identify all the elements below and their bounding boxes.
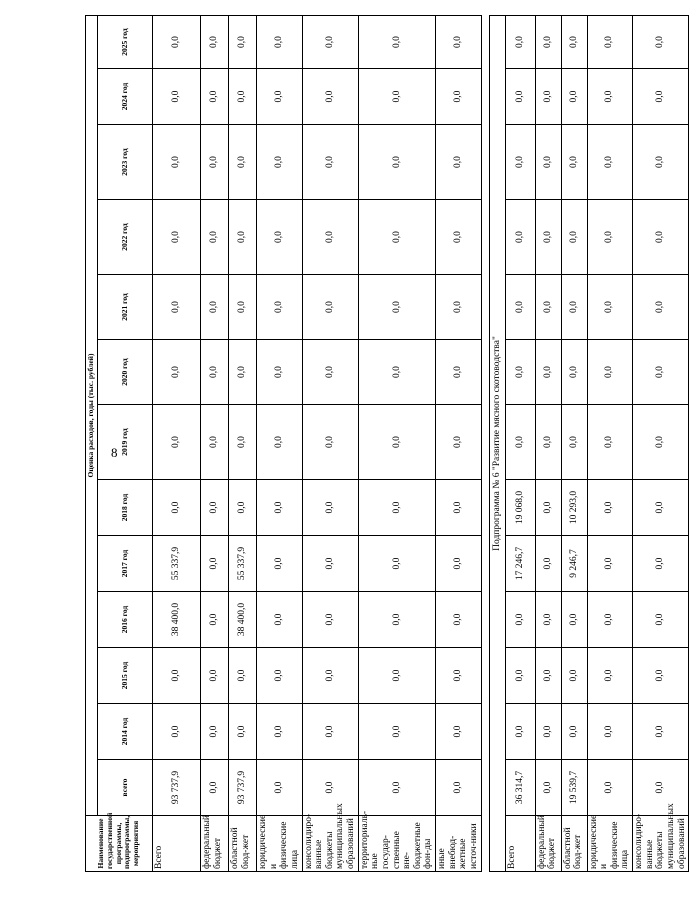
- year-header-5: 2018 год: [98, 480, 153, 536]
- value-cell: 0,0: [201, 340, 229, 405]
- year-header-0: всего: [98, 760, 153, 816]
- value-cell: 0,0: [229, 125, 257, 200]
- value-cell: 38 400,0: [229, 592, 257, 648]
- value-cell: 0,0: [436, 704, 482, 760]
- value-cell: 0,0: [535, 200, 561, 275]
- year-header-3: 2016 год: [98, 592, 153, 648]
- value-cell: 0,0: [358, 340, 435, 405]
- value-cell: 55 337,9: [229, 536, 257, 592]
- value-cell: 0,0: [201, 704, 229, 760]
- value-cell: 0,0: [257, 648, 303, 704]
- table-row: [153, 16, 201, 872]
- value-cell: 0,0: [561, 340, 587, 405]
- row-label: консолидиро-ванные бюджеты муниципальных образований: [302, 816, 358, 872]
- value-cell: 0,0: [153, 704, 201, 760]
- table-row: [535, 16, 561, 872]
- value-cell: 0,0: [302, 536, 358, 592]
- value-cell: 0,0: [587, 405, 633, 480]
- value-cell: 0,0: [561, 275, 587, 340]
- value-cell: 0,0: [302, 405, 358, 480]
- table-row: [229, 16, 257, 872]
- value-cell: 0,0: [561, 704, 587, 760]
- rotated-table-wrapper: [85, 16, 687, 872]
- value-cell: 0,0: [535, 704, 561, 760]
- value-cell: 0,0: [505, 340, 535, 405]
- value-cell: 9 246,7: [561, 536, 587, 592]
- value-cell: 0,0: [505, 16, 535, 69]
- value-cell: 0,0: [633, 125, 689, 200]
- value-cell: 0,0: [358, 69, 435, 125]
- value-cell: 0,0: [257, 69, 303, 125]
- row-label: иные внебюд-жетные источ-ники: [436, 816, 482, 872]
- value-cell: 0,0: [505, 592, 535, 648]
- value-cell: 0,0: [535, 592, 561, 648]
- value-cell: 0,0: [436, 480, 482, 536]
- value-cell: 0,0: [535, 16, 561, 69]
- year-header-4: 2017 год: [98, 536, 153, 592]
- value-cell: 0,0: [201, 760, 229, 816]
- value-cell: 0,0: [358, 125, 435, 200]
- year-header-6: 2019 год: [98, 405, 153, 480]
- value-cell: 0,0: [153, 405, 201, 480]
- value-cell: 0,0: [229, 704, 257, 760]
- value-cell: 0,0: [436, 69, 482, 125]
- row-label: юридические и физические лица: [587, 816, 633, 872]
- subprogram-title-row: [489, 16, 505, 872]
- table-row: [436, 16, 482, 872]
- value-cell: 19 539,7: [561, 760, 587, 816]
- value-cell: 0,0: [505, 275, 535, 340]
- value-cell: 0,0: [436, 536, 482, 592]
- value-cell: 0,0: [153, 275, 201, 340]
- value-cell: 0,0: [587, 69, 633, 125]
- table-row: [302, 16, 358, 872]
- value-cell: 93 737,9: [229, 760, 257, 816]
- value-cell: 0,0: [257, 592, 303, 648]
- value-cell: 38 400,0: [153, 592, 201, 648]
- year-header-1: 2014 год: [98, 704, 153, 760]
- value-cell: 0,0: [535, 648, 561, 704]
- value-cell: 0,0: [358, 592, 435, 648]
- table-row: [358, 16, 435, 872]
- value-cell: 0,0: [153, 69, 201, 125]
- section-gap: [481, 16, 489, 872]
- value-cell: 0,0: [505, 405, 535, 480]
- value-cell: 0,0: [505, 69, 535, 125]
- value-cell: 0,0: [358, 16, 435, 69]
- value-cell: 0,0: [633, 200, 689, 275]
- value-cell: 0,0: [358, 536, 435, 592]
- value-cell: 0,0: [229, 69, 257, 125]
- value-cell: 0,0: [561, 200, 587, 275]
- value-cell: 0,0: [633, 536, 689, 592]
- value-cell: 0,0: [229, 480, 257, 536]
- value-cell: 0,0: [201, 592, 229, 648]
- value-cell: 0,0: [633, 340, 689, 405]
- value-cell: 0,0: [505, 125, 535, 200]
- value-cell: 0,0: [201, 200, 229, 275]
- expenses-group-header: Оценка расходов, годы (тыс. рублей): [86, 16, 98, 816]
- value-cell: 0,0: [257, 405, 303, 480]
- value-cell: 0,0: [587, 275, 633, 340]
- value-cell: 0,0: [535, 760, 561, 816]
- value-cell: 0,0: [257, 125, 303, 200]
- value-cell: 0,0: [257, 760, 303, 816]
- value-cell: 0,0: [302, 704, 358, 760]
- value-cell: 0,0: [201, 275, 229, 340]
- table-row: [587, 16, 633, 872]
- value-cell: 0,0: [153, 125, 201, 200]
- table-row: [201, 16, 229, 872]
- value-cell: 0,0: [358, 704, 435, 760]
- value-cell: 0,0: [153, 16, 201, 69]
- value-cell: 0,0: [257, 200, 303, 275]
- value-cell: 0,0: [535, 405, 561, 480]
- row-label: юридические и физические лица: [257, 816, 303, 872]
- table-body: [153, 16, 689, 872]
- value-cell: 0,0: [535, 125, 561, 200]
- value-cell: 0,0: [153, 340, 201, 405]
- value-cell: 0,0: [302, 340, 358, 405]
- value-cell: 0,0: [587, 125, 633, 200]
- value-cell: 0,0: [535, 340, 561, 405]
- value-cell: 0,0: [633, 405, 689, 480]
- value-cell: 0,0: [153, 648, 201, 704]
- value-cell: 0,0: [358, 760, 435, 816]
- value-cell: 0,0: [505, 704, 535, 760]
- value-cell: 0,0: [561, 592, 587, 648]
- value-cell: 0,0: [587, 480, 633, 536]
- value-cell: 0,0: [561, 405, 587, 480]
- value-cell: 0,0: [302, 480, 358, 536]
- table-header: [86, 16, 153, 872]
- value-cell: 0,0: [587, 592, 633, 648]
- value-cell: 0,0: [436, 125, 482, 200]
- value-cell: 0,0: [358, 275, 435, 340]
- value-cell: 0,0: [587, 16, 633, 69]
- value-cell: 0,0: [633, 760, 689, 816]
- value-cell: 0,0: [505, 200, 535, 275]
- subprogram-title: Подпрограмма № 6 "Развитие мясного скотоводства": [489, 16, 505, 872]
- value-cell: 10 293,0: [561, 480, 587, 536]
- year-header-row: [98, 16, 153, 872]
- value-cell: 19 068,0: [505, 480, 535, 536]
- value-cell: 0,0: [257, 536, 303, 592]
- value-cell: 0,0: [633, 275, 689, 340]
- row-label: федеральный бюджет: [201, 816, 229, 872]
- value-cell: 0,0: [302, 760, 358, 816]
- value-cell: 0,0: [436, 592, 482, 648]
- value-cell: 0,0: [436, 200, 482, 275]
- value-cell: 0,0: [257, 16, 303, 69]
- value-cell: 17 246,7: [505, 536, 535, 592]
- value-cell: 0,0: [302, 125, 358, 200]
- value-cell: 0,0: [436, 275, 482, 340]
- value-cell: 0,0: [633, 69, 689, 125]
- year-header-9: 2022 год: [98, 200, 153, 275]
- name-column-header: Наименование государственной программы, подпрограммы, мероприятия: [86, 816, 153, 872]
- value-cell: 0,0: [587, 760, 633, 816]
- value-cell: 0,0: [229, 200, 257, 275]
- row-label: Всего: [153, 816, 201, 872]
- value-cell: 0,0: [229, 405, 257, 480]
- value-cell: 0,0: [587, 648, 633, 704]
- value-cell: 36 314,7: [505, 760, 535, 816]
- value-cell: 93 737,9: [153, 760, 201, 816]
- value-cell: 0,0: [436, 405, 482, 480]
- value-cell: 0,0: [436, 648, 482, 704]
- value-cell: 0,0: [587, 536, 633, 592]
- value-cell: 0,0: [257, 340, 303, 405]
- year-header-8: 2021 год: [98, 275, 153, 340]
- value-cell: 0,0: [201, 536, 229, 592]
- value-cell: 0,0: [302, 592, 358, 648]
- value-cell: 0,0: [302, 200, 358, 275]
- value-cell: 0,0: [436, 760, 482, 816]
- row-label: областной бюд-жет: [229, 816, 257, 872]
- value-cell: 0,0: [535, 536, 561, 592]
- value-cell: 0,0: [561, 125, 587, 200]
- value-cell: 0,0: [633, 480, 689, 536]
- year-header-2: 2015 год: [98, 648, 153, 704]
- value-cell: 0,0: [587, 200, 633, 275]
- value-cell: 0,0: [201, 16, 229, 69]
- value-cell: 0,0: [302, 275, 358, 340]
- value-cell: 0,0: [302, 648, 358, 704]
- value-cell: 0,0: [229, 340, 257, 405]
- value-cell: 0,0: [587, 340, 633, 405]
- value-cell: 0,0: [257, 704, 303, 760]
- value-cell: 0,0: [153, 200, 201, 275]
- value-cell: 0,0: [358, 405, 435, 480]
- value-cell: 0,0: [358, 480, 435, 536]
- table-row: [633, 16, 689, 872]
- row-label: федеральный бюджет: [535, 816, 561, 872]
- value-cell: 0,0: [633, 592, 689, 648]
- value-cell: 0,0: [587, 704, 633, 760]
- value-cell: 0,0: [201, 480, 229, 536]
- value-cell: 0,0: [201, 69, 229, 125]
- value-cell: 0,0: [633, 16, 689, 69]
- value-cell: 0,0: [505, 648, 535, 704]
- value-cell: 0,0: [257, 275, 303, 340]
- value-cell: 0,0: [535, 275, 561, 340]
- table-row: [505, 16, 535, 872]
- value-cell: 0,0: [633, 704, 689, 760]
- value-cell: 0,0: [229, 16, 257, 69]
- row-label: Всего: [505, 816, 535, 872]
- value-cell: 0,0: [153, 480, 201, 536]
- year-header-7: 2020 год: [98, 340, 153, 405]
- value-cell: 0,0: [561, 16, 587, 69]
- value-cell: 0,0: [358, 648, 435, 704]
- value-cell: 0,0: [561, 69, 587, 125]
- value-cell: 0,0: [436, 340, 482, 405]
- value-cell: 0,0: [358, 200, 435, 275]
- value-cell: 0,0: [561, 648, 587, 704]
- value-cell: 0,0: [535, 480, 561, 536]
- value-cell: 0,0: [302, 69, 358, 125]
- table-row: [561, 16, 587, 872]
- row-label: консолидиро-ванные бюджеты муниципальных образований: [633, 816, 689, 872]
- value-cell: 0,0: [229, 275, 257, 340]
- page-number: 8: [111, 445, 118, 460]
- value-cell: 55 337,9: [153, 536, 201, 592]
- row-label: областной бюд-жет: [561, 816, 587, 872]
- value-cell: 0,0: [302, 16, 358, 69]
- value-cell: 0,0: [201, 405, 229, 480]
- value-cell: 0,0: [201, 648, 229, 704]
- year-header-11: 2024 год: [98, 69, 153, 125]
- value-cell: 0,0: [633, 648, 689, 704]
- value-cell: 0,0: [201, 125, 229, 200]
- value-cell: 0,0: [257, 480, 303, 536]
- row-label: территориаль-ные государ-ственные вне-бюджетные фон-ды: [358, 816, 435, 872]
- value-cell: 0,0: [535, 69, 561, 125]
- budget-table: [85, 15, 689, 872]
- value-cell: 0,0: [229, 648, 257, 704]
- year-header-12: 2025 год: [98, 16, 153, 69]
- table-row: [257, 16, 303, 872]
- year-header-10: 2023 год: [98, 125, 153, 200]
- value-cell: 0,0: [436, 16, 482, 69]
- gap-cell: [481, 16, 489, 872]
